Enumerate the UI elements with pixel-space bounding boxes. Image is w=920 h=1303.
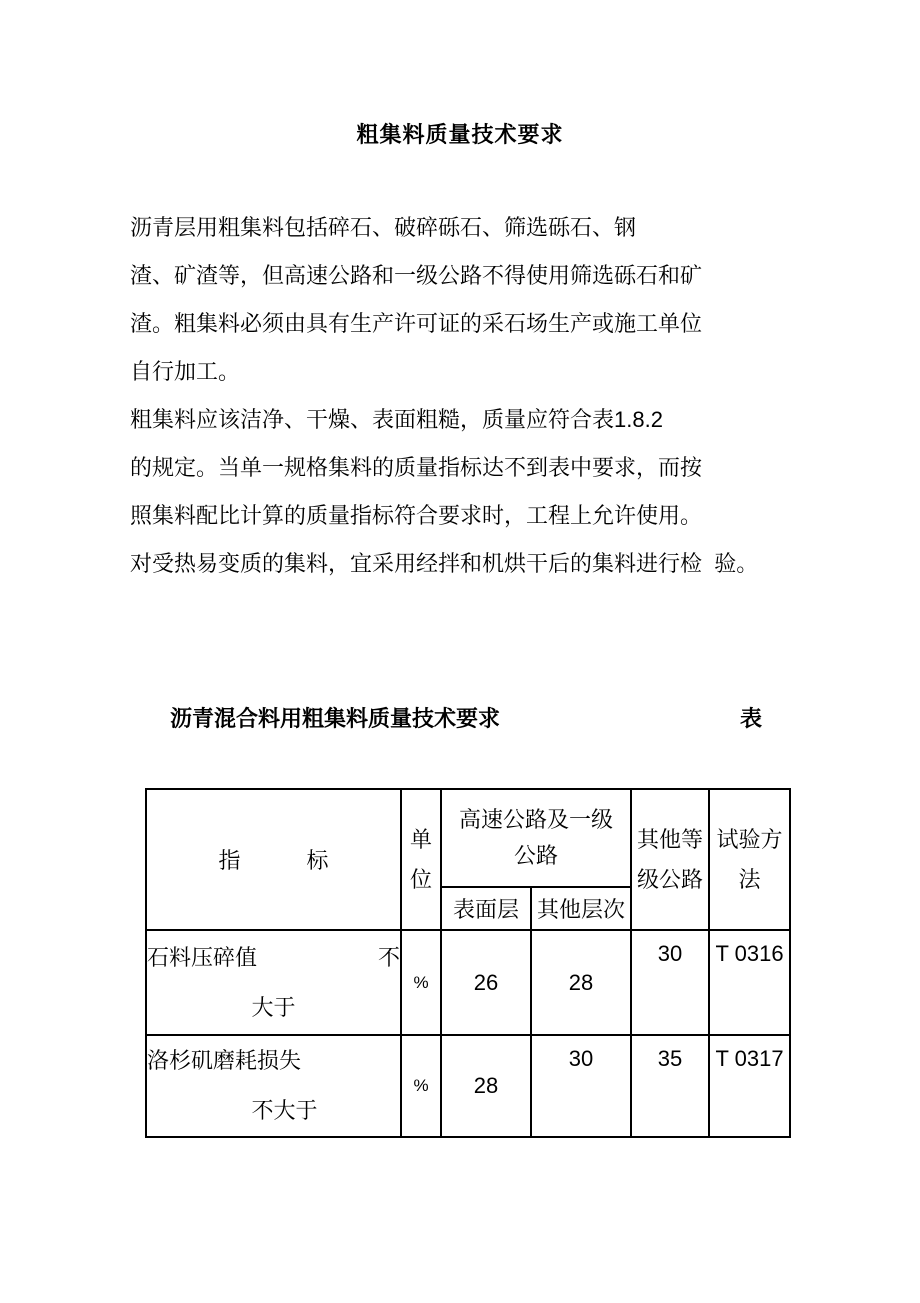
paragraph-line: 自行加工。	[130, 359, 241, 384]
indicator-limit-prefix: 不	[377, 944, 400, 970]
indicator-cell	[146, 930, 401, 1035]
value-other-layers: 30	[531, 1035, 631, 1137]
paragraph-line: 的规定。当单一规格集料的质量指标达不到表中要求，而按	[130, 455, 703, 480]
indicator-text: 石料压碎值	[147, 944, 258, 970]
paragraph-line: 沥青层用粗集料包括碎石、破碎砾石、筛选砾石、钢	[130, 215, 637, 240]
value-surface-layer: 26	[441, 930, 531, 1035]
header-highway-group-line1: 高速公路及一级	[459, 807, 614, 832]
table-caption: 沥青混合料用粗集料质量技术要求	[170, 706, 501, 731]
indicator-line-2: 不大于	[229, 1098, 318, 1123]
paragraph-line: 渣、矿渣等，但高速公路和一级公路不得使用筛选砾石和矿	[130, 263, 703, 288]
value-other-grade: 30	[631, 930, 709, 1035]
table-caption-label: 表	[739, 706, 762, 731]
document-title: 粗集料质量技术要求	[356, 122, 564, 147]
header-highway-group	[441, 789, 631, 887]
spec-table	[145, 788, 791, 1138]
header-test-method: 试验方法	[709, 789, 790, 930]
indicator-line-2: 大于	[251, 994, 296, 1020]
table-header-row-1	[146, 789, 790, 887]
header-unit: 单位	[401, 789, 441, 930]
table-caption-row	[170, 705, 762, 733]
value-other-grade: 35	[631, 1035, 709, 1137]
value-test-method: T 0316	[709, 930, 790, 1035]
header-surface-layer: 表面层	[441, 887, 531, 930]
header-highway-group-line2: 公路	[514, 843, 559, 868]
header-indicator: 指 标	[146, 789, 401, 930]
header-other-grade: 其他等级公路	[631, 789, 709, 930]
indicator-line-1	[147, 1036, 400, 1086]
value-test-method: T 0317	[709, 1035, 790, 1137]
paragraph-line: 粗集料应该洁净、干燥、表面粗糙，质量应符合表1.8.2	[130, 407, 663, 432]
indicator-cell	[146, 1035, 401, 1137]
indicator-text: 洛杉矶磨耗损失	[147, 1048, 302, 1073]
body-paragraphs	[130, 204, 810, 588]
value-other-layers: 28	[531, 930, 631, 1035]
paragraph-line: 渣。粗集料必须由具有生产许可证的采石场生产或施工单位	[130, 311, 703, 336]
table-row	[146, 1035, 790, 1137]
unit-cell: %	[401, 1035, 441, 1137]
value-surface-layer: 28	[441, 1035, 531, 1137]
table-row	[146, 930, 790, 1035]
paragraph-line: 照集料配比计算的质量指标符合要求时，工程上允许使用。	[130, 503, 703, 528]
paragraph-line: 对受热易变质的集料，宜采用经拌和机烘干后的集料进行检 验。	[130, 551, 759, 576]
header-other-layers: 其他层次	[531, 887, 631, 930]
unit-cell: %	[401, 930, 441, 1035]
indicator-line-1	[147, 933, 400, 983]
